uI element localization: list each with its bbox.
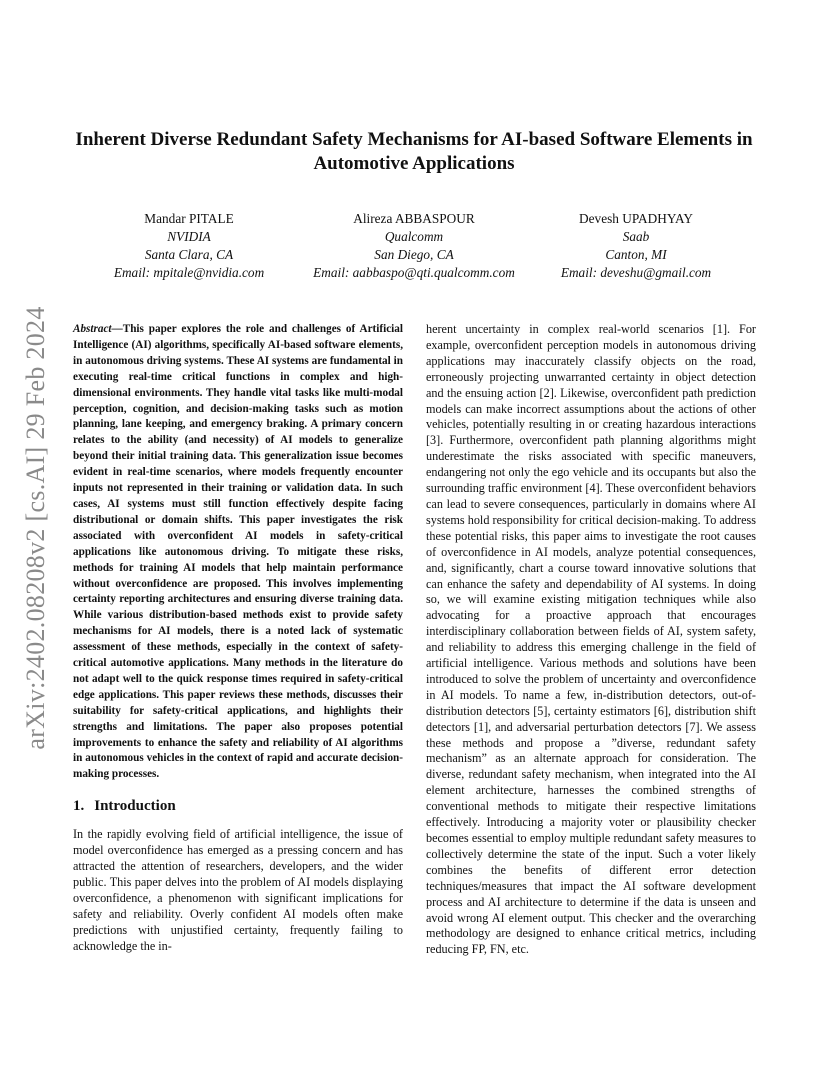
- author-org: NVIDIA: [167, 229, 211, 244]
- author-org: Qualcomm: [384, 229, 444, 244]
- author-email: Email: mpitale@nvidia.com: [113, 265, 265, 280]
- arxiv-identifier-text: arXiv:2402.08208v2 [cs.AI] 29 Feb 2024: [21, 305, 50, 750]
- intro-paragraph-left: In the rapidly evolving field of artificial intelligence, the issue of model overconfidence has emerged as a pressing concern and has attracted the attention of researchers, developers, and the wider public. This paper delves into the problem of AI models displaying overconfidence, a phenomenon with significant implications for safety and reliability. Overly confident AI models often make predictions with unjustified certainty, frequently failing to acknowledge the in-: [73, 827, 403, 953]
- section-title: Introduction: [94, 798, 176, 815]
- arxiv-identifier: [18, 295, 54, 760]
- right-column: [426, 322, 756, 958]
- author-location: Santa Clara, CA: [144, 247, 234, 262]
- author-email: Email: deveshu@gmail.com: [560, 265, 712, 280]
- author-location: San Diego, CA: [374, 247, 454, 262]
- author-name: Devesh UPADHYAY: [579, 211, 693, 226]
- author-3: [516, 210, 756, 282]
- author-org: Saab: [622, 229, 650, 244]
- intro-paragraph-right: herent uncertainty in complex real-world scenarios [1]. For example, overconfident perception models in autonomous driving applications may inaccurately classify objects on the road, erroneously projecting unwarranted certainty in object detection and the ensuing action [2]. Likewise, overconfident path prediction models can make incorrect assumptions about the actions of other vehicles, potentially resulting in or creating hazardous interactions [3]. Furthermore, overconfident path planning algorithms might underestimate the risks associated with specific maneuvers, endangering not only the ego vehicle and its occupants but also the surrounding traffic environment [4]. These overconfident behaviors can lead to severe consequences, particularly in domains where AI systems hold responsibility for critical decision-making. To address these potential risks, this paper aims to investigate the root causes of overconfidence in AI models, analyze potential consequences, and, significantly, chart a course toward innovative solutions that can enhance the safety and dependability of AI systems. In doing so, we will examine existing mitigation techniques while also advocating for a proactive approach that encourages interdisciplinary collaboration between fields of AI, system safety, and reliability to address this emerging challenge in the field of artificial intelligence. Various methods and solutions have been introduced to solve the problem of uncertainty and overconfidence in AI models. To name a few, in-distribution detectors, out-of-distribution detectors [5], certainty estimators [6], distribution shift detectors [1], and adversarial perturbation detectors [7]. We assess these methods and propose a ”diverse, redundant safety mechanism” as an alternate approach for consideration. The diverse, redundant safety mechanism, when integrated into the AI element architecture, harnesses the combined strengths of conventional methods to mitigate their respective limitations effectively. Introducing a majority voter or plausibility checker becomes essential to employ multiple redundant safety measures to collectively determine the state of the input. Such a voter likely combines the benefits of different error detection techniques/measures that impact the AI software development process and AI architecture to determine if the data is unseen and avoid wrong AI element output. This checker and the overarching methodology are designed to enhance critical metrics, including reducing FP, FN, etc.: [426, 322, 756, 957]
- author-name: Mandar PITALE: [144, 211, 234, 226]
- author-1: [69, 210, 309, 282]
- section-heading: [73, 799, 403, 815]
- author-2: [294, 210, 534, 282]
- abstract: [73, 322, 403, 783]
- author-email: Email: aabbaspo@qti.qualcomm.com: [313, 265, 515, 280]
- abstract-label: Abstract: [73, 323, 112, 335]
- section-number: 1.: [73, 798, 85, 815]
- author-name: Alireza ABBASPOUR: [353, 211, 475, 226]
- left-column: [73, 322, 403, 954]
- paper-title: Inherent Diverse Redundant Safety Mechanisms for AI-based Software Elements in Automotive Applications: [75, 129, 753, 174]
- author-location: Canton, MI: [605, 247, 667, 262]
- abstract-text: —This paper explores the role and challenges of Artificial Intelligence (AI) algorithms, specifically AI-based software elements, in autonomous driving systems. These AI systems are fundamental in executing real-time critical functions in complex and high-dimensional environments. They handle vital tasks like multi-modal perception, cognition, and decision-making tasks such as motion planning, lane keeping, and emergency braking. A primary concern relates to the ability (and necessity) of AI models to generalize beyond their initial training data. This generalization issue becomes evident in real-time scenarios, where models frequently encounter inputs not represented in their training or validation data. In such cases, AI systems must still function effectively despite facing distributional or domain shifts. This paper investigates the risk associated with overconfident AI models in safety-critical applications like autonomous driving. To mitigate these risks, methods for training AI models that help maintain performance without overconfidence are proposed. This involves implementing certainty reporting architectures and ensuring diverse training data. While various distribution-based methods exist to provide safety mechanisms for AI models, there is a noted lack of systematic assessment of these methods, especially in the context of safety-critical automotive applications. Many methods in the literature do not adapt well to the quick response times required in safety-critical edge applications. This paper reviews these methods, discusses their suitability for safety-critical applications, and highlights their strengths and limitations. The paper also proposes potential improvements to enhance the safety and reliability of AI algorithms in autonomous vehicles in the context of rapid and accurate decision-making processes.: [73, 323, 403, 781]
- author-block: [0, 210, 828, 280]
